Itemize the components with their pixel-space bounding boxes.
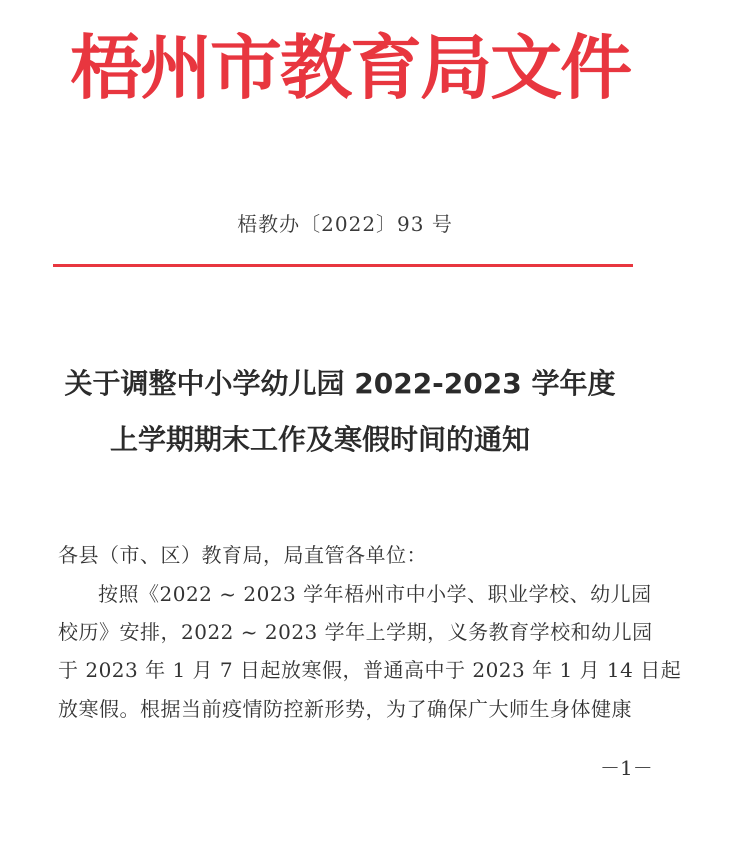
paragraph-line: 放寒假。根据当前疫情防控新形势，为了确保广大师生身体健康	[58, 697, 632, 721]
paragraph-line: 校历》安排，2022 ~ 2023 学年上学期，义务教育学校和幼儿园	[58, 620, 653, 644]
notice-title-line-2: 上学期期末工作及寒假时间的通知	[109, 423, 530, 456]
salutation: 各县（市、区）教育局，局直管各单位：	[58, 543, 427, 567]
notice-title-line-1: 关于调整中小学幼儿园 2022-2023 学年度	[64, 367, 616, 400]
document-number: 梧教办〔2022〕93 号	[237, 212, 453, 236]
paragraph-line: 按照《2022 ~ 2023 学年梧州市中小学、职业学校、幼儿园	[98, 582, 652, 606]
paragraph-line: 于 2023 年 1 月 7 日起放寒假，普通高中于 2023 年 1 月 14 日起	[58, 658, 682, 682]
page-number: －1－	[600, 756, 653, 780]
red-divider-line	[53, 264, 633, 267]
document-header-title: 梧州市教育局文件	[69, 27, 631, 109]
